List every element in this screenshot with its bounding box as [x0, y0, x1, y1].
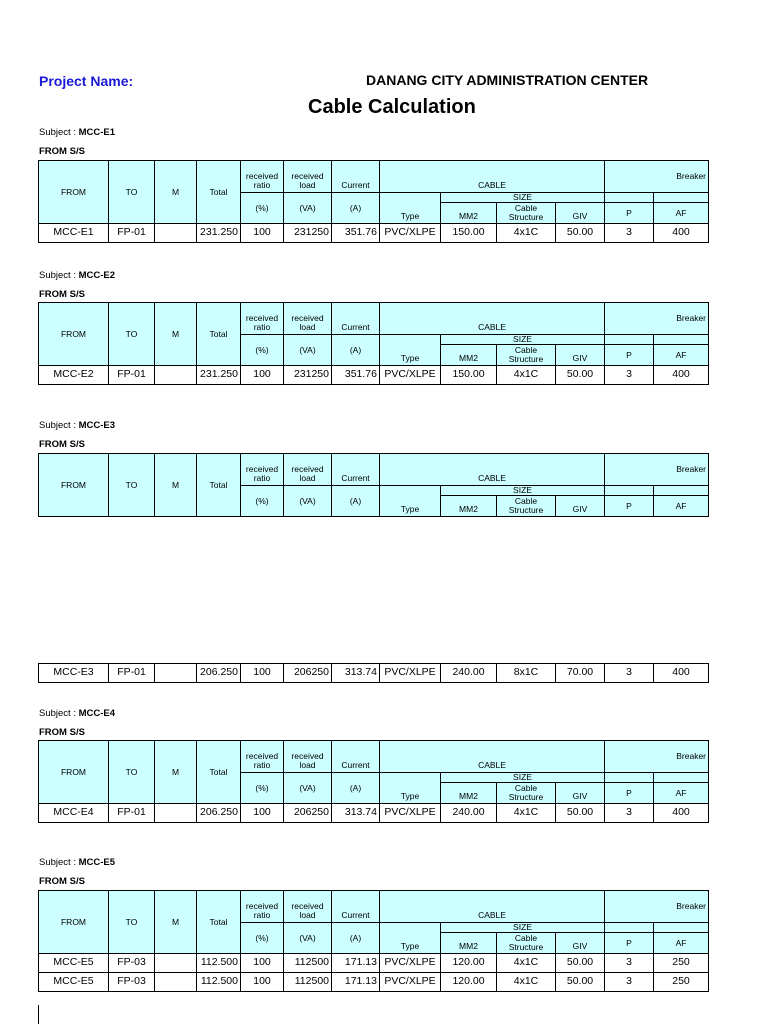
col-received-load-header: received load — [284, 303, 332, 335]
col-giv-header: GIV — [556, 345, 605, 366]
size-group-header: SIZE — [441, 773, 605, 783]
row-to: FP-01 — [109, 804, 155, 823]
breaker-group-header: Breaker — [605, 454, 709, 486]
col-mm2-header: MM2 — [441, 203, 497, 224]
col-m-header: M — [155, 161, 197, 224]
from-ss-label: FROM S/S — [39, 727, 85, 738]
row-mm2: 240.00 — [441, 804, 497, 823]
col-mm2-header: MM2 — [441, 496, 497, 517]
breaker-spacer — [605, 486, 654, 496]
page-title: Cable Calculation — [308, 96, 476, 118]
col-from-header: FROM — [39, 741, 109, 804]
row-breaker-af: 250 — [654, 954, 709, 973]
col-p-header: P — [605, 933, 654, 954]
col-m-header: M — [155, 741, 197, 804]
col-type-header: Type — [380, 486, 441, 517]
col-current-header: Current — [332, 161, 380, 193]
row-m — [155, 804, 197, 823]
breaker-spacer — [654, 335, 709, 345]
col-cable-structure-header: Cable Structure — [497, 496, 556, 517]
row-received-load: 112500 — [284, 973, 332, 992]
cable-table — [38, 890, 709, 992]
unit-ampere: (A) — [332, 486, 380, 517]
col-p-header: P — [605, 783, 654, 804]
col-to-header: TO — [109, 891, 155, 954]
row-cable-type: PVC/XLPE — [380, 973, 441, 992]
col-total-header: Total — [197, 741, 241, 804]
cable-table-header — [38, 453, 709, 517]
from-ss-label: FROM S/S — [39, 146, 85, 157]
col-total-header: Total — [197, 303, 241, 366]
row-breaker-af: 250 — [654, 973, 709, 992]
row-m — [155, 224, 197, 243]
row-from: MCC-E5 — [39, 954, 109, 973]
col-received-load-header: received load — [284, 891, 332, 923]
row-breaker-p: 3 — [605, 804, 654, 823]
row-breaker-p: 3 — [605, 664, 654, 683]
col-type-header: Type — [380, 193, 441, 224]
col-total-header: Total — [197, 161, 241, 224]
unit-ampere: (A) — [332, 923, 380, 954]
subject-prefix: Subject : — [39, 857, 76, 868]
row-cable-structure: 4x1C — [497, 366, 556, 385]
breaker-spacer — [605, 923, 654, 933]
row-received-load: 231250 — [284, 366, 332, 385]
col-total-header: Total — [197, 454, 241, 517]
project-name-value: DANANG CITY ADMINISTRATION CENTER — [366, 72, 649, 88]
row-from: MCC-E2 — [39, 366, 109, 385]
size-group-header: SIZE — [441, 486, 605, 496]
col-to-header: TO — [109, 454, 155, 517]
col-current-header: Current — [332, 454, 380, 486]
breaker-group-header: Breaker — [605, 891, 709, 923]
subject-value: MCC-E1 — [78, 127, 116, 138]
row-received-load: 206250 — [284, 804, 332, 823]
subject-value: MCC-E3 — [78, 420, 116, 431]
row-giv: 50.00 — [556, 804, 605, 823]
breaker-group-header: Breaker — [605, 741, 709, 773]
row-to: FP-01 — [109, 224, 155, 243]
row-cable-type: PVC/XLPE — [380, 224, 441, 243]
col-m-header: M — [155, 891, 197, 954]
row-m — [155, 664, 197, 683]
col-current-header: Current — [332, 303, 380, 335]
row-current: 313.74 — [332, 664, 380, 683]
row-cable-structure: 4x1C — [497, 954, 556, 973]
row-giv: 50.00 — [556, 954, 605, 973]
subject-prefix: Subject : — [39, 127, 76, 138]
col-giv-header: GIV — [556, 933, 605, 954]
cable-group-header: CABLE — [380, 891, 605, 923]
cable-group-header: CABLE — [380, 741, 605, 773]
from-ss-label: FROM S/S — [39, 289, 85, 300]
row-mm2: 120.00 — [441, 973, 497, 992]
row-received-load: 231250 — [284, 224, 332, 243]
row-cable-structure: 8x1C — [497, 664, 556, 683]
cable-table — [38, 160, 709, 243]
col-received-ratio-header: received ratio — [241, 891, 284, 923]
breaker-spacer — [605, 193, 654, 203]
subject-value: MCC-E2 — [78, 270, 116, 281]
row-to: FP-03 — [109, 954, 155, 973]
row-received-load: 206250 — [284, 664, 332, 683]
row-current: 351.76 — [332, 224, 380, 243]
col-from-header: FROM — [39, 161, 109, 224]
row-received-ratio: 100 — [241, 973, 284, 992]
row-cable-structure: 4x1C — [497, 224, 556, 243]
row-mm2: 240.00 — [441, 664, 497, 683]
cable-group-header: CABLE — [380, 303, 605, 335]
col-af-header: AF — [654, 933, 709, 954]
row-total: 231.250 — [197, 366, 241, 385]
size-group-header: SIZE — [441, 335, 605, 345]
row-current: 171.13 — [332, 973, 380, 992]
row-mm2: 120.00 — [441, 954, 497, 973]
col-giv-header: GIV — [556, 203, 605, 224]
row-cable-type: PVC/XLPE — [380, 664, 441, 683]
row-total: 231.250 — [197, 224, 241, 243]
col-from-header: FROM — [39, 891, 109, 954]
subject-prefix: Subject : — [39, 420, 76, 431]
row-giv: 50.00 — [556, 224, 605, 243]
col-p-header: P — [605, 345, 654, 366]
from-ss-label: FROM S/S — [39, 876, 85, 887]
col-received-load-header: received load — [284, 741, 332, 773]
row-received-ratio: 100 — [241, 366, 284, 385]
breaker-spacer — [654, 193, 709, 203]
breaker-spacer — [605, 335, 654, 345]
row-total: 206.250 — [197, 664, 241, 683]
col-cable-structure-header: Cable Structure — [497, 345, 556, 366]
col-received-ratio-header: received ratio — [241, 161, 284, 193]
col-mm2-header: MM2 — [441, 783, 497, 804]
breaker-spacer — [654, 923, 709, 933]
row-breaker-p: 3 — [605, 366, 654, 385]
row-from: MCC-E3 — [39, 664, 109, 683]
col-from-header: FROM — [39, 303, 109, 366]
subject-prefix: Subject : — [39, 270, 76, 281]
row-from: MCC-E4 — [39, 804, 109, 823]
cable-group-header: CABLE — [380, 454, 605, 486]
row-total: 112.500 — [197, 973, 241, 992]
col-received-load-header: received load — [284, 454, 332, 486]
cable-table — [38, 302, 709, 385]
col-type-header: Type — [380, 773, 441, 804]
col-cable-structure-header: Cable Structure — [497, 783, 556, 804]
col-cable-structure-header: Cable Structure — [497, 933, 556, 954]
row-to: FP-03 — [109, 973, 155, 992]
breaker-spacer — [654, 773, 709, 783]
row-cable-type: PVC/XLPE — [380, 366, 441, 385]
row-cable-type: PVC/XLPE — [380, 954, 441, 973]
subject-prefix: Subject : — [39, 708, 76, 719]
col-cable-structure-header: Cable Structure — [497, 203, 556, 224]
col-current-header: Current — [332, 891, 380, 923]
col-af-header: AF — [654, 345, 709, 366]
row-m — [155, 973, 197, 992]
row-current: 313.74 — [332, 804, 380, 823]
col-to-header: TO — [109, 741, 155, 804]
unit-percent: (%) — [241, 193, 284, 224]
unit-percent: (%) — [241, 335, 284, 366]
row-to: FP-01 — [109, 664, 155, 683]
unit-va: (VA) — [284, 193, 332, 224]
row-mm2: 150.00 — [441, 224, 497, 243]
row-to: FP-01 — [109, 366, 155, 385]
project-name-label: Project Name: — [39, 73, 134, 89]
col-received-load-header: received load — [284, 161, 332, 193]
breaker-spacer — [654, 486, 709, 496]
row-received-ratio: 100 — [241, 804, 284, 823]
subject-value: MCC-E4 — [78, 708, 116, 719]
row-cable-structure: 4x1C — [497, 973, 556, 992]
col-from-header: FROM — [39, 454, 109, 517]
unit-va: (VA) — [284, 486, 332, 517]
table-row — [39, 664, 709, 683]
row-breaker-af: 400 — [654, 664, 709, 683]
table-row — [39, 366, 709, 385]
row-total: 112.500 — [197, 954, 241, 973]
col-mm2-header: MM2 — [441, 933, 497, 954]
col-p-header: P — [605, 496, 654, 517]
section-subject — [39, 127, 115, 138]
cable-group-header: CABLE — [380, 161, 605, 193]
col-received-ratio-header: received ratio — [241, 454, 284, 486]
row-received-ratio: 100 — [241, 664, 284, 683]
row-received-ratio: 100 — [241, 224, 284, 243]
cable-table-body — [38, 663, 709, 683]
row-received-load: 112500 — [284, 954, 332, 973]
col-giv-header: GIV — [556, 783, 605, 804]
col-af-header: AF — [654, 783, 709, 804]
row-giv: 70.00 — [556, 664, 605, 683]
row-from: MCC-E5 — [39, 973, 109, 992]
row-total: 206.250 — [197, 804, 241, 823]
row-from: MCC-E1 — [39, 224, 109, 243]
col-type-header: Type — [380, 923, 441, 954]
col-to-header: TO — [109, 303, 155, 366]
col-received-ratio-header: received ratio — [241, 303, 284, 335]
table-row — [39, 973, 709, 992]
row-cable-structure: 4x1C — [497, 804, 556, 823]
section-subject — [39, 270, 115, 281]
subject-value: MCC-E5 — [78, 857, 116, 868]
row-giv: 50.00 — [556, 973, 605, 992]
row-breaker-af: 400 — [654, 804, 709, 823]
table-row — [39, 804, 709, 823]
table-row — [39, 954, 709, 973]
row-breaker-af: 400 — [654, 366, 709, 385]
unit-ampere: (A) — [332, 773, 380, 804]
col-m-header: M — [155, 303, 197, 366]
row-breaker-p: 3 — [605, 224, 654, 243]
row-breaker-p: 3 — [605, 973, 654, 992]
unit-percent: (%) — [241, 773, 284, 804]
row-m — [155, 954, 197, 973]
section-subject — [39, 708, 115, 719]
cable-table — [38, 740, 709, 823]
breaker-spacer — [605, 773, 654, 783]
row-breaker-af: 400 — [654, 224, 709, 243]
col-mm2-header: MM2 — [441, 345, 497, 366]
table-row — [39, 224, 709, 243]
col-giv-header: GIV — [556, 496, 605, 517]
row-giv: 50.00 — [556, 366, 605, 385]
col-total-header: Total — [197, 891, 241, 954]
row-current: 351.76 — [332, 366, 380, 385]
section-subject — [39, 420, 115, 431]
row-received-ratio: 100 — [241, 954, 284, 973]
from-ss-label: FROM S/S — [39, 439, 85, 450]
unit-va: (VA) — [284, 335, 332, 366]
col-p-header: P — [605, 203, 654, 224]
row-m — [155, 366, 197, 385]
col-af-header: AF — [654, 203, 709, 224]
unit-va: (VA) — [284, 923, 332, 954]
col-to-header: TO — [109, 161, 155, 224]
col-received-ratio-header: received ratio — [241, 741, 284, 773]
row-cable-type: PVC/XLPE — [380, 804, 441, 823]
section-subject — [39, 857, 115, 868]
col-af-header: AF — [654, 496, 709, 517]
unit-va: (VA) — [284, 773, 332, 804]
breaker-group-header: Breaker — [605, 303, 709, 335]
unit-ampere: (A) — [332, 335, 380, 366]
row-breaker-p: 3 — [605, 954, 654, 973]
col-current-header: Current — [332, 741, 380, 773]
row-current: 171.13 — [332, 954, 380, 973]
size-group-header: SIZE — [441, 923, 605, 933]
unit-ampere: (A) — [332, 193, 380, 224]
unit-percent: (%) — [241, 923, 284, 954]
col-m-header: M — [155, 454, 197, 517]
row-mm2: 150.00 — [441, 366, 497, 385]
size-group-header: SIZE — [441, 193, 605, 203]
col-type-header: Type — [380, 335, 441, 366]
page-continuation-border — [38, 1005, 39, 1024]
unit-percent: (%) — [241, 486, 284, 517]
breaker-group-header: Breaker — [605, 161, 709, 193]
